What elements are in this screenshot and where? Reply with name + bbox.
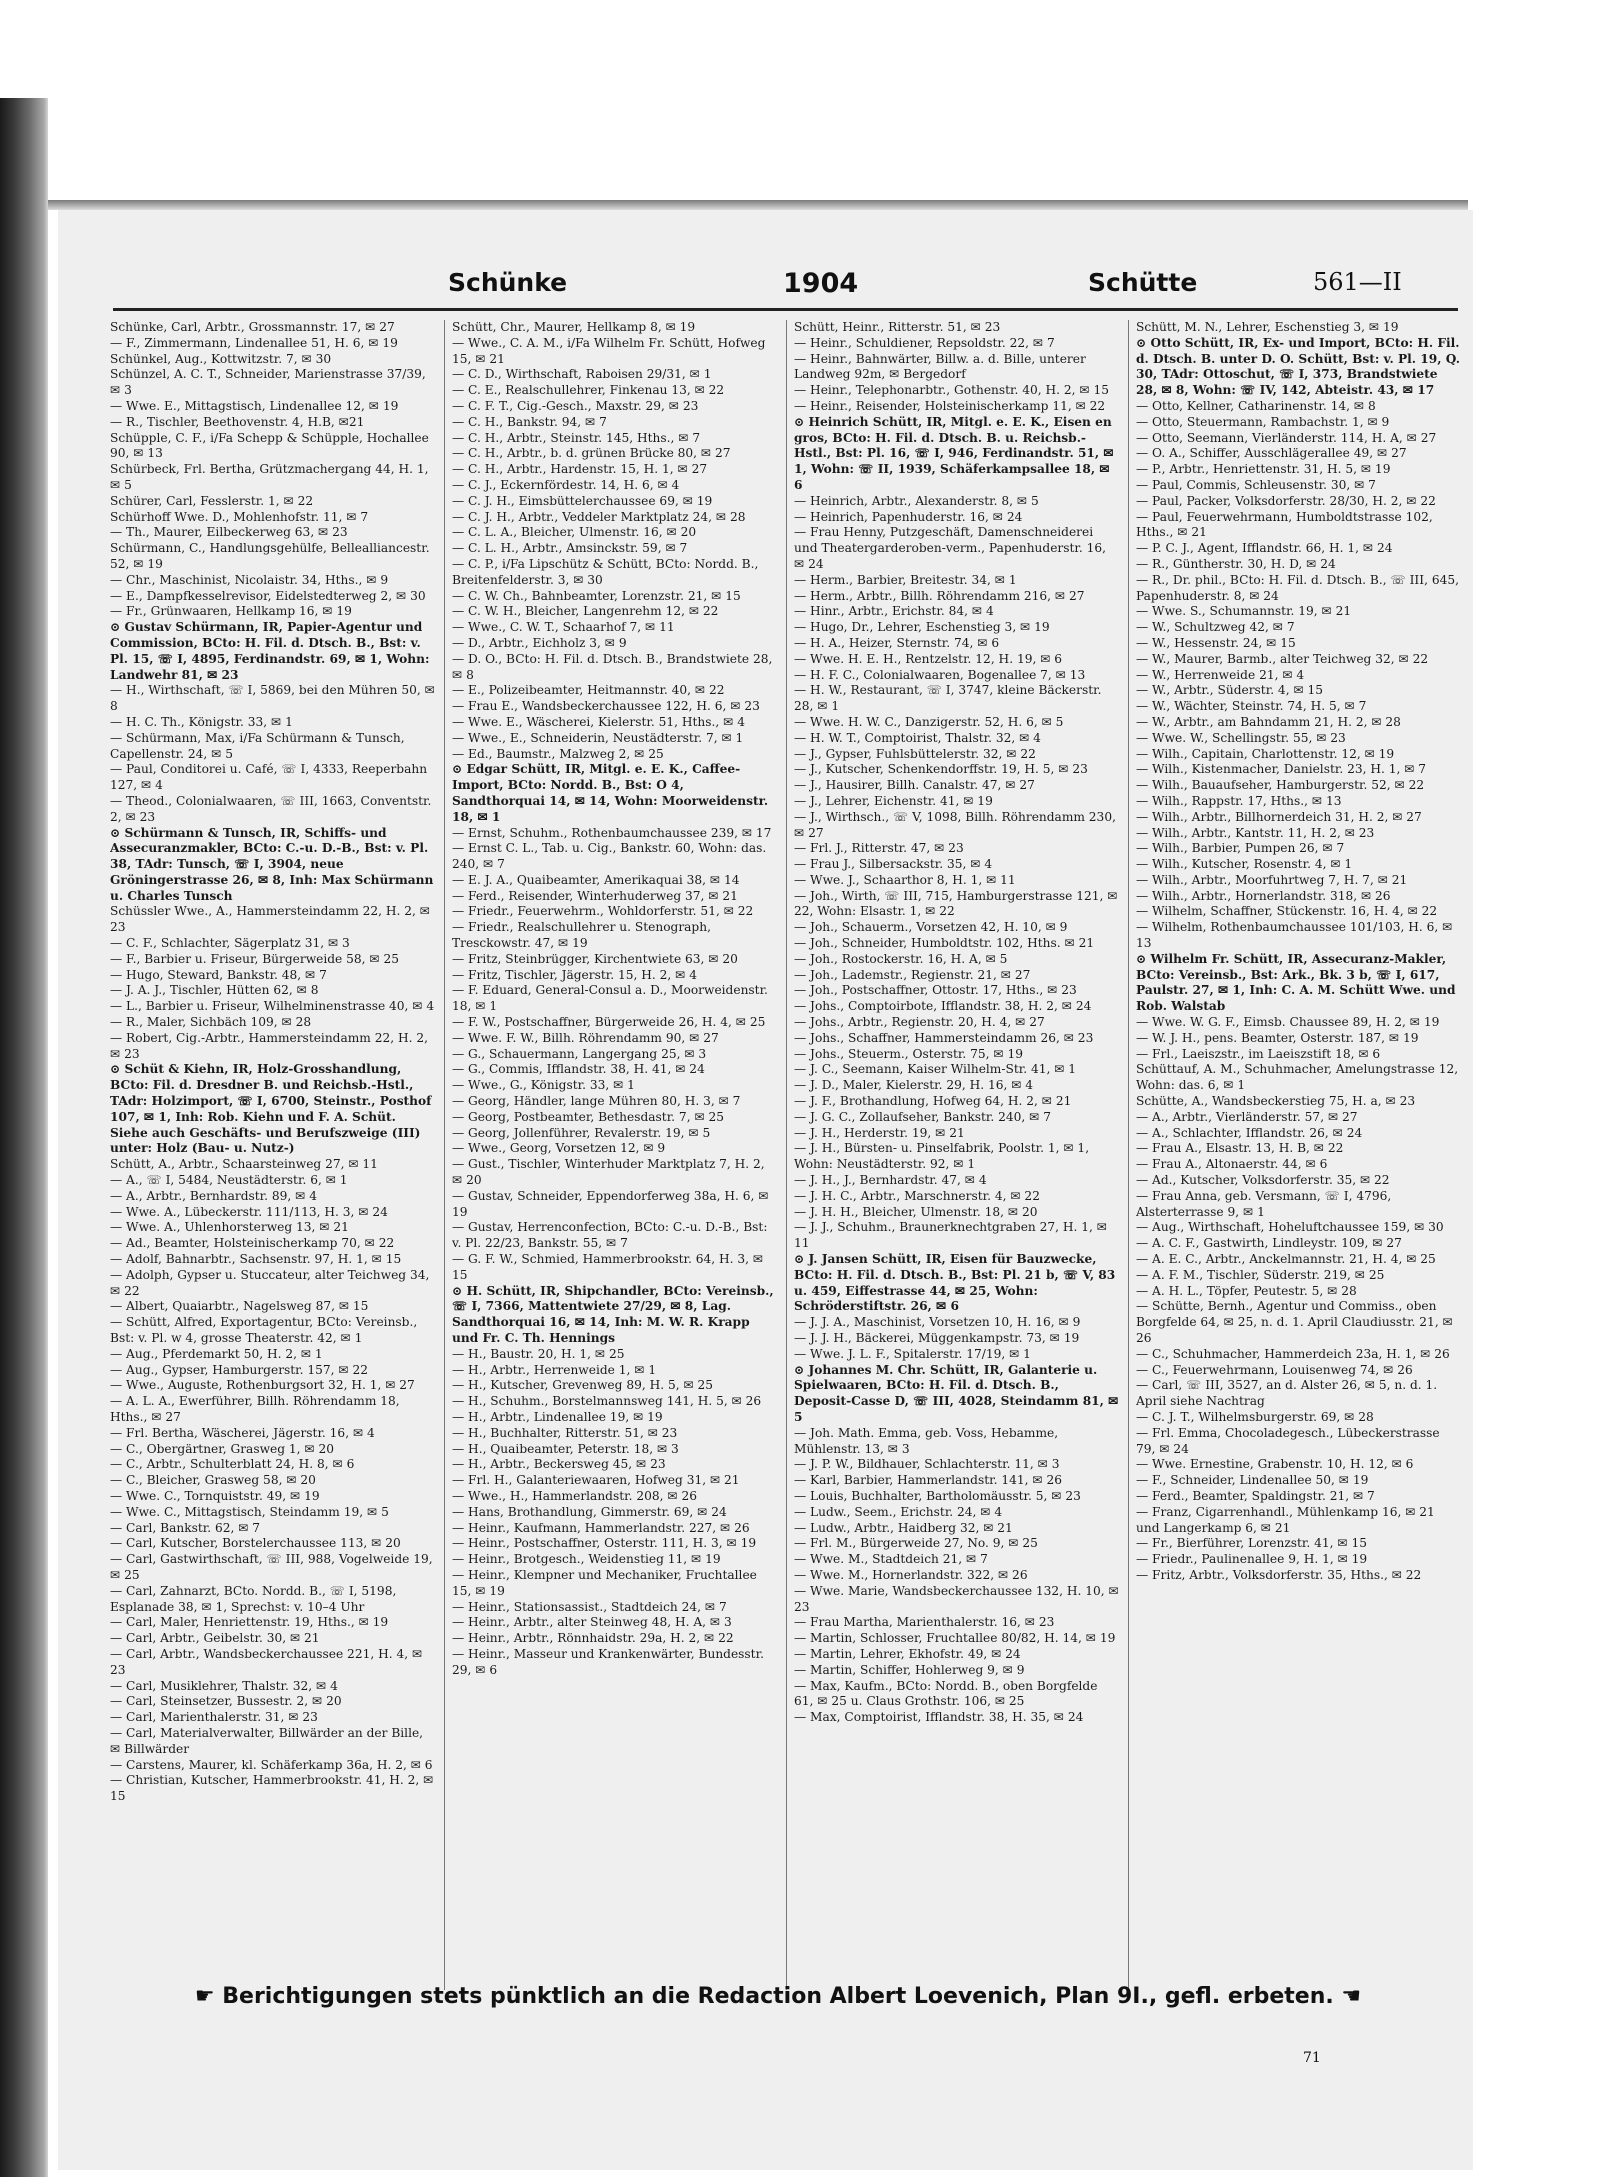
directory-entry: — H., Quaibeamter, Peterstr. 18, ✉ 3 (452, 1441, 679, 1456)
directory-entry: — Frl., Laeiszstr., im Laeiszstift 18, ✉ 6 (1136, 1046, 1381, 1061)
directory-entry: — Wwe. Marie, Wandsbeckerchaussee 132, H. 10, ✉ 23 (794, 1583, 1119, 1614)
directory-entry: — Ferd., Reisender, Winterhuderweg 37, ✉ 21 (452, 888, 738, 903)
directory-entry: — Max, Comptoirist, Ifflandstr. 38, H. 35, ✉ 24 (794, 1710, 1084, 1725)
directory-entry: — Louis, Buchhalter, Bartholomäusstr. 5, ✉ 23 (794, 1488, 1081, 1503)
directory-entry: — C. H., Arbtr., Steinstr. 145, Hths., ✉ 7 (452, 430, 701, 445)
directory-entry: — W., Schultzweg 42, ✉ 7 (1136, 620, 1295, 635)
directory-entry: — Ernst C. L., Tab. u. Cig., Bankstr. 60, Wohn: das. 240, ✉ 7 (452, 841, 767, 872)
header-page-label: 561—II (1313, 268, 1402, 296)
directory-entry: — H., Arbtr., Beckersweg 45, ✉ 23 (452, 1457, 666, 1472)
directory-entry: — R., Dr. phil., BCto: H. Fil. d. Dtsch. B., ☏ III, 645, Papenhuderstr. 8, ✉ 24 (1136, 572, 1459, 603)
directory-entry: — L., Barbier u. Friseur, Wilhelminenstrasse 40, ✉ 4 (110, 999, 435, 1014)
directory-entry: — Heinr., Kaufmann, Hammerlandstr. 227, ✉ 26 (452, 1520, 750, 1535)
directory-entry: — W., Maurer, Barmb., alter Teichweg 32, ✉ 22 (1136, 651, 1429, 666)
footer-notice (148, 1984, 1408, 2024)
directory-entry: — Carl, Arbtr., Geibelstr. 30, ✉ 21 (110, 1631, 320, 1646)
directory-entry: — Carl, Bankstr. 62, ✉ 7 (110, 1520, 261, 1535)
directory-entry: — Fr., Bierführer, Lorenzstr. 41, ✉ 15 (1136, 1536, 1367, 1551)
header-right-word: Schütte (1088, 268, 1198, 297)
directory-entry: — Wwe., H., Hammerlandstr. 208, ✉ 26 (452, 1488, 697, 1503)
directory-entry: — Otto, Seemann, Vierländerstr. 114, H. A, ✉ 27 (1136, 430, 1437, 445)
directory-entry: — Wilh., Kutscher, Rosenstr. 4, ✉ 1 (1136, 857, 1353, 872)
directory-entry: — Fritz, Tischler, Jägerstr. 15, H. 2, ✉ 4 (452, 967, 697, 982)
directory-entry: — Chr., Maschinist, Nicolaistr. 34, Hths., ✉ 9 (110, 572, 389, 587)
directory-entry: — E., Dampfkesselrevisor, Eidelstedterweg 2, ✉ 30 (110, 588, 426, 603)
directory-entry: — Johs., Comptoirbote, Ifflandstr. 38, H. 2, ✉ 24 (794, 999, 1092, 1014)
directory-entry: — Fritz, Steinbrügger, Kirchentwiete 63, ✉ 20 (452, 951, 738, 966)
directory-entry: — Heinr., Masseur und Krankenwärter, Bundesstr. 29, ✉ 6 (452, 1646, 764, 1677)
page-header (118, 268, 1458, 312)
header-rule (113, 308, 1458, 311)
directory-entry: — Wwe. F. W., Billh. Röhrendamm 90, ✉ 27 (452, 1030, 719, 1045)
directory-entry: — Robert, Cig.-Arbtr., Hammersteindamm 22, H. 2, ✉ 23 (110, 1030, 428, 1061)
directory-entry: — Martin, Schiffer, Hohlerweg 9, ✉ 9 (794, 1662, 1025, 1677)
directory-entry: — E., Polizeibeamter, Heitmannstr. 40, ✉ 22 (452, 683, 725, 698)
directory-entry: — O. A., Schiffer, Ausschlägerallee 49, ✉ 27 (1136, 446, 1407, 461)
pointing-hand-right-icon: ☛ (194, 1984, 215, 2009)
directory-entry: Schüssler Wwe., A., Hammersteindamm 22, H. 2, ✉ 23 (110, 904, 430, 935)
directory-entry: — A., Schlachter, Ifflandstr. 26, ✉ 24 (1136, 1125, 1363, 1140)
directory-entry: — Wwe., G., Königstr. 33, ✉ 1 (452, 1078, 635, 1093)
directory-entry: — A., Arbtr., Vierländerstr. 57, ✉ 27 (1136, 1109, 1358, 1124)
directory-entry: — J. A. J., Tischler, Hütten 62, ✉ 8 (110, 983, 319, 998)
entry-columns (110, 320, 1460, 1990)
directory-entry: — A., ☏ I, 5484, Neustädterstr. 6, ✉ 1 (110, 1173, 348, 1188)
directory-entry: — Friedr., Realschullehrer u. Stenograph, Tresckowstr. 47, ✉ 19 (452, 920, 711, 951)
directory-entry: — Th., Maurer, Eilbeckerweg 63, ✉ 23 (110, 525, 348, 540)
directory-entry: — H., Schuhm., Borstelmannsweg 141, H. 5, ✉ 26 (452, 1394, 762, 1409)
directory-entry: — Wilh., Arbtr., Kantstr. 11, H. 2, ✉ 23 (1136, 825, 1375, 840)
directory-entry: ⊙ Johannes M. Chr. Schütt, IR, Galanterie u. Spielwaaren, BCto: H. Fil. d. Dtsch. B., Deposit-Casse D, ☏ III, 4028, Steindamm 81, ✉ 5 (794, 1362, 1119, 1424)
directory-entry: Schütte, A., Wandsbeckerstieg 75, H. a, ✉ 23 (1136, 1094, 1416, 1109)
directory-entry: — Carl, Gastwirthschaft, ☏ III, 988, Vogelweide 19, ✉ 25 (110, 1552, 433, 1582)
directory-entry: — D. O., BCto: H. Fil. d. Dtsch. B., Brandstwiete 28, ✉ 8 (452, 651, 773, 682)
directory-entry: — Wwe. J. L. F., Spitalerstr. 17/19, ✉ 1 (794, 1346, 1031, 1361)
directory-entry: — Frau Anna, geb. Versmann, ☏ I, 4796, Alsterterrasse 9, ✉ 1 (1136, 1188, 1392, 1219)
directory-entry: — Aug., Gypser, Hamburgerstr. 157, ✉ 22 (110, 1362, 369, 1377)
directory-entry: ⊙ Schüt & Kiehn, IR, Holz-Grosshandlung, BCto: Fil. d. Dresdner B. und Reichsb.-Hstl., TAdr: Holzimport, ☏ I, 6700, Steinstr., Posthof 107, ✉ 1, Inh: Rob. Kiehn und F. A. Schüt. Siehe auch Geschäfts- und Berufszweige (III) unter: Holz (Bau- u. Nutz-) (110, 1062, 432, 1156)
directory-entry: — C., Obergärtner, Grasweg 1, ✉ 20 (110, 1441, 334, 1456)
page-top-shadow (48, 200, 1468, 210)
directory-entry: — Ad., Kutscher, Volksdorferstr. 35, ✉ 22 (1136, 1173, 1390, 1188)
directory-entry: — F., Zimmermann, Lindenallee 51, H. 6, ✉ 19 (110, 335, 398, 350)
header-left-word: Schünke (448, 268, 568, 297)
directory-entry: ⊙ Otto Schütt, IR, Ex- und Import, BCto: H. Fil. d. Dtsch. B. unter D. O. Schütt, Bst: v. Pl. 19, Q. 30, TAdr: Ottoschut, ☏ I, 373, Brandstwiete 28, ✉ 8, Wohn: ☏ IV, 142, Abteistr. 43, ✉ 17 (1136, 335, 1460, 398)
directory-entry: — J., Gypser, Fuhlsbüttelerstr. 32, ✉ 22 (794, 746, 1036, 761)
directory-entry: — C. J., Eckernfördestr. 14, H. 6, ✉ 4 (452, 477, 680, 492)
directory-entry: — Wwe. C., Tornquiststr. 49, ✉ 19 (110, 1488, 320, 1503)
directory-entry: — P., Arbtr., Henriettenstr. 31, H. 5, ✉ 19 (1136, 462, 1391, 477)
page-number: 71 (1303, 2050, 1321, 2066)
directory-entry: — Carl, Materialverwalter, Billwärder an der Bille, ✉ Billwärder (110, 1725, 424, 1756)
footer-notice-text: Berichtigungen stets pünktlich an die Redaction Albert Loevenich, Plan 9I., gefl. erbeten. (222, 1984, 1334, 2009)
directory-entry: ⊙ Heinrich Schütt, IR, Mitgl. e. E. K., Eisen en gros, BCto: H. Fil. d. Dtsch. B. u. Reichsb.-Hstl., Bst: Pl. 16, ☏ I, 946, Ferdinandstr. 51, ✉ 1, Wohn: ☏ II, 1939, Schäferkampsallee 18, ✉ 6 (794, 414, 1114, 492)
directory-entry: — Carl, Marienthalerstr. 31, ✉ 23 (110, 1710, 318, 1725)
directory-entry: — Frl. H., Galanteriewaaren, Hofweg 31, ✉ 21 (452, 1473, 740, 1488)
directory-entry: — Hans, Brothandlung, Gimmerstr. 69, ✉ 24 (452, 1504, 727, 1519)
directory-entry: — Otto, Steuermann, Rambachstr. 1, ✉ 9 (1136, 414, 1390, 429)
directory-entry: — Heinr., Telephonarbtr., Gothenstr. 40, H. 2, ✉ 15 (794, 383, 1109, 398)
directory-entry: — Christian, Kutscher, Hammerbrookstr. 41, H. 2, ✉ 15 (110, 1773, 434, 1804)
directory-entry: — H. F. C., Colonialwaaren, Bogenallee 7, ✉ 13 (794, 667, 1086, 682)
directory-entry: — Wwe. W., Schellingstr. 55, ✉ 23 (1136, 730, 1346, 745)
directory-entry: — P. C. J., Agent, Ifflandstr. 66, H. 1, ✉ 24 (1136, 541, 1393, 556)
directory-entry: — Frau E., Wandsbeckerchaussee 122, H. 6, ✉ 23 (452, 699, 760, 714)
directory-entry: — Gustav, Schneider, Eppendorferweg 38a, H. 6, ✉ 19 (452, 1188, 769, 1219)
directory-entry: — Fritz, Arbtr., Volksdorferstr. 35, Hths., ✉ 22 (1136, 1567, 1422, 1582)
column-divider (444, 320, 445, 1990)
directory-entry: — Wilh., Bauaufseher, Hamburgerstr. 52, ✉ 22 (1136, 778, 1425, 793)
directory-entry: — Wilh., Kistenmacher, Danielstr. 23, H. 1, ✉ 7 (1136, 762, 1427, 777)
directory-entry: — J. G. C., Zollaufseher, Bankstr. 240, ✉ 7 (794, 1109, 1051, 1124)
directory-entry: — F. Eduard, General-Consul a. D., Moorweidenstr. 18, ✉ 1 (452, 983, 768, 1014)
directory-entry: — Joh., Wirth, ☏ III, 715, Hamburgerstrasse 121, ✉ 22, Wohn: Elsastr. 1, ✉ 22 (794, 888, 1118, 919)
column-divider (1128, 320, 1129, 1990)
directory-entry: — Carl, Maler, Henriettenstr. 19, Hths., ✉ 19 (110, 1615, 389, 1630)
directory-entry: — F. W., Postschaffner, Bürgerweide 26, H. 4, ✉ 25 (452, 1015, 766, 1030)
directory-entry: — Wilhelm, Rothenbaumchaussee 101/103, H. 6, ✉ 13 (1136, 920, 1453, 951)
directory-entry: — C. H., Bankstr. 94, ✉ 7 (452, 414, 607, 429)
directory-entry: — Wwe., Georg, Vorsetzen 12, ✉ 9 (452, 1141, 666, 1156)
directory-entry: — C. E., Realschullehrer, Finkenau 13, ✉ 22 (452, 383, 725, 398)
column-3 (794, 320, 1120, 1990)
directory-entry: — D., Arbtr., Eichholz 3, ✉ 9 (452, 635, 627, 650)
directory-entry: — Frl. M., Bürgerweide 27, No. 9, ✉ 25 (794, 1536, 1038, 1551)
directory-entry: — J. H., Bürsten- u. Pinselfabrik, Poolstr. 1, ✉ 1, Wohn: Neustädterstr. 92, ✉ 1 (794, 1141, 1090, 1172)
directory-entry: — Ernst, Schuhm., Rothenbaumchaussee 239, ✉ 17 (452, 825, 772, 840)
directory-entry: — Joh., Postschaffner, Ottostr. 17, Hths., ✉ 23 (794, 983, 1077, 998)
directory-entry: — A. C. F., Gastwirth, Lindleystr. 109, ✉ 27 (1136, 1236, 1402, 1251)
directory-entry: — J., Hausirer, Billh. Canalstr. 47, ✉ 27 (794, 778, 1035, 793)
directory-entry: — Paul, Conditorei u. Café, ☏ I, 4333, Reeperbahn 127, ✉ 4 (110, 762, 428, 793)
directory-entry: — Theod., Colonialwaaren, ☏ III, 1663, Conventstr. 2, ✉ 23 (110, 793, 432, 824)
directory-entry: — Frau A., Elsastr. 13, H. B, ✉ 22 (1136, 1141, 1344, 1156)
directory-entry: Schütt, Chr., Maurer, Hellkamp 8, ✉ 19 (452, 320, 696, 334)
directory-entry: — Hugo, Steward, Bankstr. 48, ✉ 7 (110, 967, 327, 982)
directory-entry: — H. A., Heizer, Sternstr. 74, ✉ 6 (794, 635, 1000, 650)
directory-entry: — Heinr., Arbtr., alter Steinweg 48, H. A, ✉ 3 (452, 1615, 732, 1630)
directory-entry: — R., Güntherstr. 30, H. D, ✉ 24 (1136, 556, 1336, 571)
book-binding-shadow (0, 98, 48, 2177)
directory-entry: — A. F. M., Tischler, Süderstr. 219, ✉ 25 (1136, 1267, 1385, 1282)
directory-entry: — Martin, Schlosser, Fruchtallee 80/82, H. 14, ✉ 19 (794, 1631, 1116, 1646)
directory-entry: — E. J. A., Quaibeamter, Amerikaquai 38, ✉ 14 (452, 872, 740, 887)
directory-entry: — Hinr., Arbtr., Erichstr. 84, ✉ 4 (794, 604, 994, 619)
directory-entry: — Herm., Barbier, Breitestr. 34, ✉ 1 (794, 572, 1017, 587)
directory-entry: — Johs., Arbtr., Regienstr. 20, H. 4, ✉ 27 (794, 1015, 1045, 1030)
directory-entry: — Wilh., Arbtr., Billhornerdeich 31, H. 2, ✉ 27 (1136, 809, 1422, 824)
directory-entry: — Frl. J., Ritterstr. 47, ✉ 23 (794, 841, 964, 856)
directory-entry: — G. F. W., Schmied, Hammerbrookstr. 64, H. 3, ✉ 15 (452, 1252, 764, 1282)
directory-entry: — Carstens, Maurer, kl. Schäferkamp 36a, H. 2, ✉ 6 (110, 1757, 433, 1772)
directory-entry: Schürer, Carl, Fesslerstr. 1, ✉ 22 (110, 493, 314, 508)
directory-entry: — Gustav, Herrenconfection, BCto: C.-u. D.-B., Bst: v. Pl. 22/23, Bankstr. 55, ✉ 7 (452, 1220, 768, 1251)
directory-entry: — J., Lehrer, Eichenstr. 41, ✉ 19 (794, 793, 993, 808)
directory-entry: — Paul, Feuerwehrmann, Humboldtstrasse 102, Hths., ✉ 21 (1136, 509, 1433, 540)
directory-entry: — Wilh., Capitain, Charlottenstr. 12, ✉ 19 (1136, 746, 1395, 761)
directory-entry: — Schürmann, Max, i/Fa Schürmann & Tunsch, Capellenstr. 24, ✉ 5 (110, 730, 405, 761)
directory-entry: — Heinr., Postschaffner, Osterstr. 111, H. 3, ✉ 19 (452, 1536, 757, 1551)
directory-entry: — Karl, Barbier, Hammerlandstr. 141, ✉ 26 (794, 1473, 1062, 1488)
directory-entry: — F., Barbier u. Friseur, Bürgerweide 58, ✉ 25 (110, 951, 399, 966)
directory-entry: — Fr., Grünwaaren, Hellkamp 16, ✉ 19 (110, 604, 352, 619)
directory-entry: — Hugo, Dr., Lehrer, Eschenstieg 3, ✉ 19 (794, 620, 1050, 635)
directory-entry: — H., Baustr. 20, H. 1, ✉ 25 (452, 1346, 625, 1361)
directory-entry: — Joh., Schauerm., Vorsetzen 42, H. 10, ✉ 9 (794, 920, 1068, 935)
directory-entry: — Frau Martha, Marienthalerstr. 16, ✉ 23 (794, 1615, 1055, 1630)
directory-entry: Schütt, A., Arbtr., Schaarsteinweg 27, ✉ 11 (110, 1157, 378, 1172)
directory-entry: — A. L. A., Ewerführer, Billh. Röhrendamm 18, Hths., ✉ 27 (110, 1394, 400, 1424)
directory-entry: — Joh., Rostockerstr. 16, H. A, ✉ 5 (794, 951, 1008, 966)
directory-entry: ⊙ J. Jansen Schütt, IR, Eisen für Bauzwecke, BCto: H. Fil. d. Dtsch. B., Bst: Pl. 21 b, ☏ V, 83 u. 459, Eiffestrasse 44, ✉ 25, Wohn: Schröderstiftstr. 26, ✉ 6 (794, 1252, 1116, 1314)
directory-entry: — C. L. A., Bleicher, Ulmenstr. 16, ✉ 20 (452, 525, 697, 540)
directory-entry: ⊙ Edgar Schütt, IR, Mitgl. e. E. K., Caffee-Import, BCto: Nordd. B., Bst: O 4, Sandthorquai 14, ✉ 14, Wohn: Moorweidenstr. 18, ✉ 1 (452, 762, 769, 824)
directory-entry: — C., Bleicher, Grasweg 58, ✉ 20 (110, 1473, 316, 1488)
directory-entry: — J. H. H., Bleicher, Ulmenstr. 18, ✉ 20 (794, 1204, 1038, 1219)
directory-entry: — Carl, Musiklehrer, Thalstr. 32, ✉ 4 (110, 1678, 338, 1693)
directory-entry: Schünke, Carl, Arbtr., Grossmannstr. 17, ✉ 27 (110, 320, 395, 334)
directory-entry: — C., Schuhmacher, Hammerdeich 23a, H. 1, ✉ 26 (1136, 1346, 1450, 1361)
directory-entry: — C. J. T., Wilhelmsburgerstr. 69, ✉ 28 (1136, 1409, 1374, 1424)
directory-entry: Schürmann, C., Handlungsgehülfe, Bellealliancestr. 52, ✉ 19 (110, 541, 430, 571)
directory-entry: — J. H., Herderstr. 19, ✉ 21 (794, 1125, 965, 1140)
directory-entry: — H. C. Th., Königstr. 33, ✉ 1 (110, 714, 293, 729)
directory-entry: — Albert, Quaiarbtr., Nagelsweg 87, ✉ 15 (110, 1299, 369, 1314)
directory-entry: — W., Wächter, Steinstr. 74, H. 5, ✉ 7 (1136, 699, 1367, 714)
directory-entry: — Heinr., Schuldiener, Repsoldstr. 22, ✉ 7 (794, 335, 1055, 350)
directory-entry: — Heinr., Brotgesch., Weidenstieg 11, ✉ 19 (452, 1552, 721, 1567)
directory-entry: — H. W. T., Comptoirist, Thalstr. 32, ✉ 4 (794, 730, 1041, 745)
directory-entry: — Wwe. H. E. H., Rentzelstr. 12, H. 19, ✉ 6 (794, 651, 1063, 666)
directory-entry: — Carl, Steinsetzer, Bussestr. 2, ✉ 20 (110, 1694, 342, 1709)
directory-entry: — R., Maler, Sichbäch 109, ✉ 28 (110, 1015, 312, 1030)
directory-entry: — Joh. Math. Emma, geb. Voss, Hebamme, Mühlenstr. 13, ✉ 3 (794, 1425, 1059, 1456)
directory-entry: — J. H. C., Arbtr., Marschnerstr. 4, ✉ 22 (794, 1188, 1040, 1203)
directory-entry: — Wwe. E., Wäscherei, Kielerstr. 51, Hths., ✉ 4 (452, 714, 745, 729)
directory-entry: — Friedr., Paulinenallee 9, H. 1, ✉ 19 (1136, 1552, 1368, 1567)
directory-entry: — J. P. W., Bildhauer, Schlachterstr. 11, ✉ 3 (794, 1457, 1060, 1472)
directory-entry: — Joh., Schneider, Humboldtstr. 102, Hths. ✉ 21 (794, 936, 1095, 951)
directory-entry: — G., Commis, Ifflandstr. 38, H. 41, ✉ 24 (452, 1062, 705, 1077)
directory-entry: — Paul, Commis, Schleusenstr. 30, ✉ 7 (1136, 477, 1376, 492)
directory-entry: — Heinrich, Papenhuderstr. 16, ✉ 24 (794, 509, 1023, 524)
directory-entry: — W., Arbtr., Süderstr. 4, ✉ 15 (1136, 683, 1324, 698)
directory-entry: — Wilh., Barbier, Pumpen 26, ✉ 7 (1136, 841, 1345, 856)
pointing-hand-left-icon: ☚ (1341, 1984, 1362, 2009)
directory-entry: — W., Hessenstr. 24, ✉ 15 (1136, 635, 1296, 650)
directory-entry: — Aug., Pferdemarkt 50, H. 2, ✉ 1 (110, 1346, 323, 1361)
directory-entry: — Ed., Baumstr., Malzweg 2, ✉ 25 (452, 746, 664, 761)
directory-entry: — A. H. L., Töpfer, Peutestr. 5, ✉ 28 (1136, 1283, 1357, 1298)
directory-entry: — Heinr., Stationsassist., Stadtdeich 24, ✉ 7 (452, 1599, 727, 1614)
directory-entry: — Wwe. A., Lübeckerstr. 111/113, H. 3, ✉ 24 (110, 1204, 388, 1219)
directory-entry: — Heinr., Klempner und Mechaniker, Fruchtallee 15, ✉ 19 (452, 1567, 757, 1598)
directory-entry: — Gust., Tischler, Winterhuder Marktplatz 7, H. 2, ✉ 20 (452, 1157, 765, 1188)
directory-entry: — Franz, Cigarrenhandl., Mühlenkamp 16, ✉ 21 und Langerkamp 6, ✉ 21 (1136, 1504, 1435, 1535)
directory-entry: — G., Schauermann, Langergang 25, ✉ 3 (452, 1046, 707, 1061)
directory-entry: — J., Kutscher, Schenkendorffstr. 19, H. 5, ✉ 23 (794, 762, 1088, 777)
directory-entry: — C. H., Arbtr., Hardenstr. 15, H. 1, ✉ 27 (452, 462, 708, 477)
directory-entry: — W. J. H., pens. Beamter, Osterstr. 187, ✉ 19 (1136, 1030, 1419, 1045)
directory-entry: — Johs., Schaffner, Hammersteindamm 26, ✉ 23 (794, 1030, 1094, 1045)
directory-entry: — Wwe. M., Stadtdeich 21, ✉ 7 (794, 1552, 988, 1567)
directory-entry: — J. C., Seemann, Kaiser Wilhelm-Str. 41, ✉ 1 (794, 1062, 1077, 1077)
directory-entry: — Wwe. W. G. F., Eimsb. Chaussee 89, H. 2, ✉ 19 (1136, 1015, 1440, 1030)
column-4 (1136, 320, 1462, 1990)
directory-entry: — Adolph, Gypser u. Stuccateur, alter Teichweg 34, ✉ 22 (110, 1267, 430, 1298)
directory-entry: — A., Arbtr., Bernhardstr. 89, ✉ 4 (110, 1188, 317, 1203)
directory-entry: — Carl, ☏ III, 3527, an d. Alster 26, ✉ 5, n. d. 1. April siehe Nachtrag (1136, 1378, 1438, 1409)
directory-entry: — Frau A., Altonaerstr. 44, ✉ 6 (1136, 1157, 1328, 1172)
directory-entry: — Frau Henny, Putzgeschäft, Damenschneiderei und Theatergarderoben-verm., Papenhuderstr. 16, ✉ 24 (794, 525, 1107, 571)
directory-entry: — J. F., Brothandlung, Hofweg 64, H. 2, ✉ 21 (794, 1094, 1072, 1109)
directory-entry: — Schütt, Alfred, Exportagentur, BCto: Vereinsb., Bst: v. Pl. w 4, grosse Theaterstr. 42, ✉ 1 (110, 1315, 418, 1345)
column-divider (786, 320, 787, 1990)
directory-entry: — C., Feuerwehrmann, Louisenweg 74, ✉ 26 (1136, 1362, 1413, 1377)
directory-entry: — Wwe. M., Hornerlandstr. 322, ✉ 26 (794, 1567, 1028, 1582)
directory-entry: — H., Arbtr., Herrenweide 1, ✉ 1 (452, 1362, 657, 1377)
directory-entry: — Wwe. S., Schumannstr. 19, ✉ 21 (1136, 604, 1352, 619)
directory-page (58, 210, 1473, 2170)
directory-entry: — W., Herrenweide 21, ✉ 4 (1136, 667, 1305, 682)
directory-entry: — H., Kutscher, Grevenweg 89, H. 5, ✉ 25 (452, 1378, 714, 1393)
directory-entry: — Wwe. Ernestine, Grabenstr. 10, H. 12, ✉ 6 (1136, 1457, 1414, 1472)
directory-entry: — C. F., Schlachter, Sägerplatz 31, ✉ 3 (110, 936, 350, 951)
directory-entry: — Wwe., C. W. T., Schaarhof 7, ✉ 11 (452, 620, 675, 635)
directory-entry: — H., Arbtr., Lindenallee 19, ✉ 19 (452, 1409, 663, 1424)
directory-entry: — H., Buchhalter, Ritterstr. 51, ✉ 23 (452, 1425, 678, 1440)
directory-entry: — Frau J., Silbersackstr. 35, ✉ 4 (794, 857, 993, 872)
directory-entry: — Ferd., Beamter, Spaldingstr. 21, ✉ 7 (1136, 1488, 1375, 1503)
directory-entry: — Wwe. J., Schaarthor 8, H. 1, ✉ 11 (794, 872, 1016, 887)
directory-entry: Schünkel, Aug., Kottwitzstr. 7, ✉ 30 (110, 351, 332, 366)
directory-entry: — Georg, Jollenführer, Revalerstr. 19, ✉ 5 (452, 1125, 711, 1140)
directory-entry: — J., Wirthsch., ☏ V, 1098, Billh. Röhrendamm 230, ✉ 27 (794, 809, 1116, 840)
directory-entry: — C. P., i/Fa Lipschütz & Schütt, BCto: Nordd. B., Breitenfelderstr. 3, ✉ 30 (452, 556, 759, 587)
directory-entry: — Carl, Arbtr., Wandsbeckerchaussee 221, H. 4, ✉ 23 (110, 1646, 423, 1677)
directory-entry: — C. J. H., Arbtr., Veddeler Marktplatz 24, ✉ 28 (452, 509, 746, 524)
directory-entry: — Friedr., Feuerwehrm., Wohldorferstr. 51, ✉ 22 (452, 904, 754, 919)
directory-entry: — H. W., Restaurant, ☏ I, 3747, kleine Bäckerstr. 28, ✉ 1 (794, 683, 1102, 714)
directory-entry: — Carl, Kutscher, Borstelerchaussee 113, ✉ 20 (110, 1536, 401, 1551)
directory-entry: — R., Tischler, Beethovenstr. 4, H.B, ✉21 (110, 414, 365, 429)
directory-entry: ⊙ H. Schütt, IR, Shipchandler, BCto: Vereinsb., ☏ I, 7366, Mattentwiete 27/29, ✉ 8, Lag. Sandthorquai 16, ✉ 14, Inh: M. W. R. Krapp und Fr. C. Th. Hennings (452, 1283, 774, 1345)
directory-entry: — J. J. H., Bäckerei, Müggenkampstr. 73, ✉ 19 (794, 1331, 1080, 1345)
directory-entry: — Heinrich, Arbtr., Alexanderstr. 8, ✉ 5 (794, 493, 1039, 508)
directory-entry: — Heinr., Reisender, Holsteinischerkamp 11, ✉ 22 (794, 398, 1106, 413)
directory-entry: — W., Arbtr., am Bahndamm 21, H. 2, ✉ 28 (1136, 714, 1401, 729)
directory-entry: Schünzel, A. C. T., Schneider, Marienstrasse 37/39, ✉ 3 (110, 367, 426, 398)
header-year: 1904 (783, 268, 859, 299)
directory-entry: — Frl. Emma, Chocoladegesch., Lübeckerstrasse 79, ✉ 24 (1136, 1425, 1440, 1456)
directory-entry: — C. W. Ch., Bahnbeamter, Lorenzstr. 21, ✉ 15 (452, 588, 741, 603)
directory-entry: — C. D., Wirthschaft, Raboisen 29/31, ✉ 1 (452, 367, 712, 382)
directory-entry: — Georg, Postbeamter, Bethesdastr. 7, ✉ 25 (452, 1109, 725, 1124)
directory-entry: — Adolf, Bahnarbtr., Sachsenstr. 97, H. 1, ✉ 15 (110, 1252, 402, 1267)
directory-entry: — Wwe. A., Uhlenhorsterweg 13, ✉ 21 (110, 1220, 349, 1235)
directory-entry: — Ludw., Seem., Erichstr. 24, ✉ 4 (794, 1504, 1003, 1519)
directory-entry: — J. J. A., Maschinist, Vorsetzen 10, H. 16, ✉ 9 (794, 1315, 1081, 1330)
directory-entry: — C. L. H., Arbtr., Amsinckstr. 59, ✉ 7 (452, 541, 688, 556)
directory-entry: Schüpple, C. F., i/Fa Schepp & Schüpple, Hochallee 90, ✉ 13 (110, 430, 429, 461)
directory-entry: — C. H., Arbtr., b. d. grünen Brücke 80, ✉ 27 (452, 446, 731, 461)
directory-entry: — C., Arbtr., Schulterblatt 24, H. 8, ✉ 6 (110, 1457, 355, 1472)
directory-entry: — Martin, Lehrer, Ekhofstr. 49, ✉ 24 (794, 1646, 1021, 1661)
directory-entry: ⊙ Schürmann & Tunsch, IR, Schiffs- und Assecuranzmakler, BCto: C.-u. D.-B., Bst: v. Pl. 38, TAdr: Tunsch, ☏ I, 3904, neue Gröningerstrasse 26, ✉ 8, Inh: Max Schürmann u. Charles Tunsch (110, 825, 434, 903)
directory-entry: — Carl, Zahnarzt, BCto. Nordd. B., ☏ I, 5198, Esplanade 38, ✉ 1, Sprechst: v. 10–4 Uhr (110, 1583, 397, 1614)
column-2 (452, 320, 778, 1990)
directory-entry: — C. W. H., Bleicher, Langenrehm 12, ✉ 22 (452, 604, 719, 619)
directory-entry: — Wilh., Arbtr., Hornerlandstr. 318, ✉ 26 (1136, 888, 1391, 903)
directory-entry: — Wwe. H. W. C., Danzigerstr. 52, H. 6, ✉ 5 (794, 714, 1064, 729)
directory-entry: — Aug., Wirthschaft, Hoheluftchaussee 159, ✉ 30 (1136, 1220, 1444, 1235)
directory-entry: Schütt, M. N., Lehrer, Eschenstieg 3, ✉ 19 (1136, 320, 1399, 334)
directory-entry: — Wwe. C., Mittagstisch, Steindamm 19, ✉ 5 (110, 1504, 389, 1519)
directory-entry: — Heinr., Bahnwärter, Billw. a. d. Bille, unterer Landweg 92m, ✉ Bergedorf (794, 351, 1086, 382)
directory-entry: — Ludw., Arbtr., Haidberg 32, ✉ 21 (794, 1520, 1013, 1535)
directory-entry: — Georg, Händler, lange Mühren 80, H. 3, ✉ 7 (452, 1094, 741, 1109)
directory-entry: — Wwe., E., Schneiderin, Neustädterstr. 7, ✉ 1 (452, 730, 744, 745)
directory-entry: — Joh., Lademstr., Regienstr. 21, ✉ 27 (794, 967, 1031, 982)
directory-entry: — Frl. Bertha, Wäscherei, Jägerstr. 16, ✉ 4 (110, 1425, 375, 1440)
directory-entry: — F., Schneider, Lindenallee 50, ✉ 19 (1136, 1473, 1369, 1488)
directory-entry: Schürbeck, Frl. Bertha, Grützmachergang 44, H. 1, ✉ 5 (110, 462, 429, 492)
directory-entry: — Otto, Kellner, Catharinenstr. 14, ✉ 8 (1136, 398, 1376, 413)
directory-entry: — Max, Kaufm., BCto: Nordd. B., oben Borgfelde 61, ✉ 25 u. Claus Grothstr. 106, ✉ 25 (794, 1678, 1098, 1709)
directory-entry: ⊙ Wilhelm Fr. Schütt, IR, Assecuranz-Makler, BCto: Vereinsb., Bst: Ark., Bk. 3 b, ☏ I, 617, Paulstr. 27, ✉ 1, Inh: C. A. M. Schütt Wwe. und Rob. Walstab (1136, 951, 1456, 1014)
directory-entry: — H., Wirthschaft, ☏ I, 5869, bei den Mühren 50, ✉ 8 (110, 683, 435, 714)
directory-entry: — A. E. C., Arbtr., Anckelmannstr. 21, H. 4, ✉ 25 (1136, 1252, 1436, 1267)
directory-entry: — Wwe. E., Mittagstisch, Lindenallee 12, ✉ 19 (110, 398, 399, 413)
column-1 (110, 320, 436, 1990)
directory-entry: — Wilh., Rappstr. 17, Hths., ✉ 13 (1136, 793, 1342, 808)
directory-entry: — Ad., Beamter, Holsteinischerkamp 70, ✉ 22 (110, 1236, 395, 1251)
directory-entry: — Heinr., Arbtr., Rönnhaidstr. 29a, H. 2, ✉ 22 (452, 1631, 734, 1646)
directory-entry: — Wwe., C. A. M., i/Fa Wilhelm Fr. Schütt, Hofweg 15, ✉ 21 (452, 335, 766, 366)
directory-entry: — Wilh., Arbtr., Moorfuhrtweg 7, H. 7, ✉ 21 (1136, 872, 1408, 887)
directory-entry: — J. J., Schuhm., Braunerknechtgraben 27, H. 1, ✉ 11 (794, 1220, 1107, 1251)
directory-entry: — Paul, Packer, Volksdorferstr. 28/30, H. 2, ✉ 22 (1136, 493, 1436, 508)
directory-entry: Schüttauf, A. M., Schuhmacher, Amelungstrasse 12, Wohn: das. 6, ✉ 1 (1136, 1062, 1459, 1093)
directory-entry: Schürhoff Wwe. D., Mohlenhofstr. 11, ✉ 7 (110, 509, 369, 524)
directory-entry: — Herm., Arbtr., Billh. Röhrendamm 216, ✉ 27 (794, 588, 1085, 603)
directory-entry: — J. D., Maler, Kielerstr. 29, H. 16, ✉ 4 (794, 1078, 1034, 1093)
directory-entry: — Schütte, Bernh., Agentur und Commiss., oben Borgfelde 64, ✉ 25, n. d. 1. April Claudiusstr. 21, ✉ 26 (1136, 1299, 1453, 1345)
directory-entry: — C. J. H., Eimsbüttelerchaussee 69, ✉ 19 (452, 493, 713, 508)
directory-entry: — J. H., J., Bernhardstr. 47, ✉ 4 (794, 1173, 987, 1188)
directory-entry: — Johs., Steuerm., Osterstr. 75, ✉ 19 (794, 1046, 1023, 1061)
directory-entry: — Wwe., Auguste, Rothenburgsort 32, H. 1, ✉ 27 (110, 1378, 415, 1393)
directory-entry: ⊙ Gustav Schürmann, IR, Papier-Agentur und Commission, BCto: H. Fil. d. Dtsch. B., Bst: v. Pl. 15, ☏ I, 4895, Ferdinandstr. 69, ✉ 1, Wohn: Landwehr 81, ✉ 23 (110, 620, 430, 682)
directory-entry: Schütt, Heinr., Ritterstr. 51, ✉ 23 (794, 320, 1001, 334)
directory-entry: — C. F. T., Cig.-Gesch., Maxstr. 29, ✉ 23 (452, 398, 699, 413)
directory-entry: — Wilhelm, Schaffner, Stückenstr. 16, H. 4, ✉ 22 (1136, 904, 1438, 919)
